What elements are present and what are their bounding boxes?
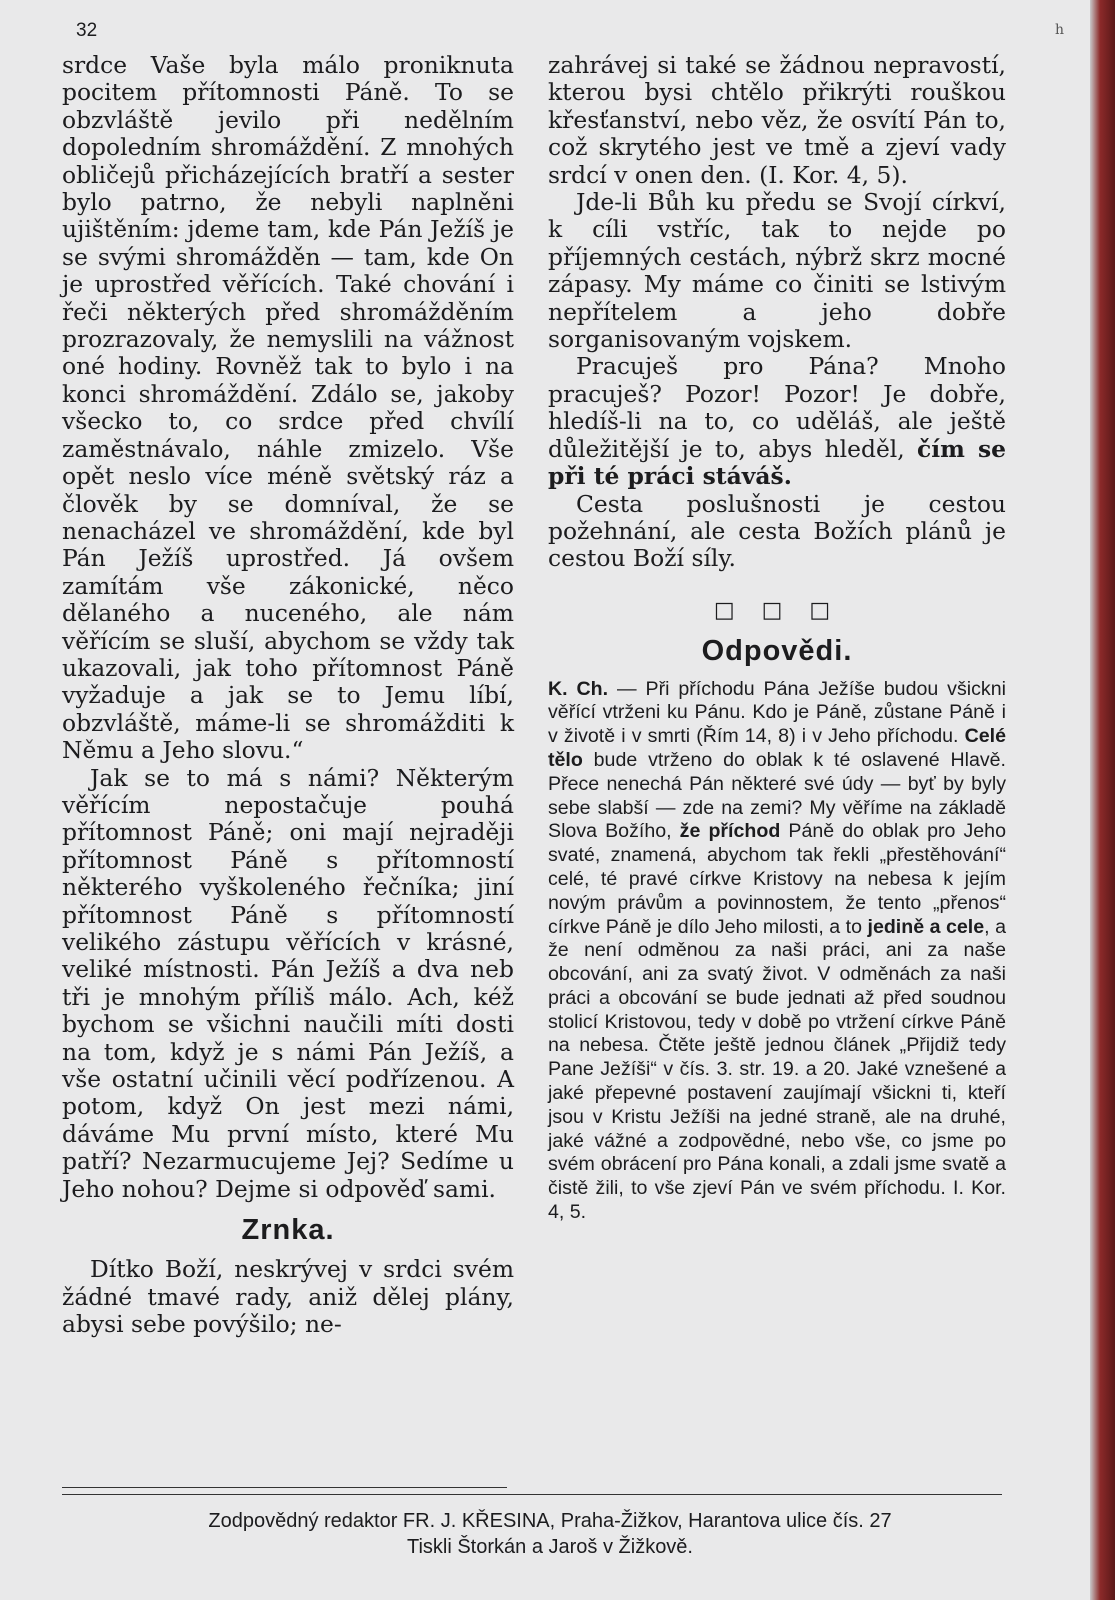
footer-divider-short — [62, 1487, 507, 1488]
answer-kch — [548, 678, 1006, 1225]
page-number: 32 — [76, 20, 98, 41]
answer-text-3: Páně do oblak pro Jeho svaté, znamená, abychom tak řekli „přestěhování“ celé, té pravé církve Kristovy na nebesa k jejím novým právům a povinnostem, že tento „přenos“ církve Páně je dílo Jeho milosti, a to — [548, 820, 1006, 938]
answer-bold-3: jedině a cele — [867, 915, 985, 938]
left-column — [62, 52, 514, 1339]
left-paragraph-1: srdce Vaše byla málo proniknuta pocitem přítomnosti Páně. To se obzvláště jevilo při nedělním dopoledním shromáždění. Z mnohých obličejů přicházejících bratří a sester bylo patrno, že nebyli naplněni ujištěním: jdeme tam, kde Pán Ježíš je se svými shromážděn — tam, kde On je uprostřed věřících. Také chování i řeči některých před shromážděním prozrazovaly, že nemyslili na vážnost oné hodiny. Rovněž tak to bylo i na konci shromáždění. Zdálo se, jakoby všecko to, co srdce před chvílí zaměstnávalo, náhle zmizelo. Vše opět neslo více méně světský ráz a člověk by se domníval, že se nenacházel ve shromáždění, kde byl Pán Ježíš uprostřed. Já ovšem zamítám vše zákonické, něco dělaného a nuceného, ale nám věřícím se sluší, abychom se vždy tak ukazovali, jak toho přítomnost Páně vyžaduje a jak se to Jemu líbí, obzvláště, máme-li se shromážditi k Němu a Jeho slovu.“ — [62, 51, 514, 765]
answer-bold-1: Celé tělo — [548, 725, 1006, 771]
footer-divider — [62, 1494, 1002, 1495]
answer-text-2: bude vtrženo do oblak k té oslavené Hlavě. Přece nenechá Pán některé své údy — byť by byly sebe slabší — zde na zemi? My věříme na základě Slova Božího, — [548, 748, 1006, 843]
section-title-zrnka: Zrnka. — [241, 1214, 335, 1247]
right-column — [548, 52, 1006, 1225]
section-title-odpovedi: Odpovědi. — [701, 635, 853, 668]
answer-text-4: , a že není odměnou za naši práci, ani za naše obcování, ani za svatý život. V odměnách za naši práci a obcování se bude jednati až před soudnou stolicí Kristovou, tedy v době po vtržení církve Páně na nebesa. Čtěte ještě jednou článek „Přijdiž tedy Pane Ježíši“ v čís. 3. str. 19. a 20. Jaké vznešené a jaké přepevné postavení zaujímají všickni ti, kteří jsou v Kristu Ježíši na jedné straně, ale na druhé, jaké vážné a zodpovědné, nebo vše, co jsme po svém obrácení pro Pána konali, a zdali jsme svatě a čistě žili, to vše zjeví Pán ve svém příchodu. I. Kor. 4, 5. — [548, 915, 1006, 1224]
right-paragraph-4: Cesta poslušnosti je cestou požehnání, ale cesta Božích plánů je cestou Boží síly. — [548, 489, 1006, 573]
answer-lead: K. Ch. — [548, 677, 609, 700]
right-paragraph-3 — [548, 353, 1006, 490]
right-continuation: zahrávej si také se žádnou nepravostí, kterou bysi chtělo přikrýti rouškou křesťanství, nebo věz, že osvítí Pán to, což skrytého jest ve tmě a zjeví vady srdcí v onen den. (I. Kor. 4, 5). — [548, 51, 1006, 189]
left-paragraph-2: Jak se to má s námi? Některým věřícím nepostačuje pouhá přítomnost Páně; oni mají nejraději přítomnost Páně s přítomností některého vyškoleného řečníka; jiní přítomnost Páně s přítomností velikého zástupu věřících v krásné, veliké místnosti. Pán Ježíš a dva neb tři je mnohým příliš málo. Ach, kéž bychom se všichni naučili míti dosti na tom, když je s námi Pán Ježíš, a vše ostatní učinili věcí podřízenou. A potom, když On jest mezi námi, dáváme Mu první místo, které Mu patří? Nezarmucujeme Jej? Sedíme u Jeho nohou? Dejme si odpověď sami. — [62, 763, 514, 1203]
imprint-footer — [100, 1508, 1000, 1560]
imprint-line-printer: Tiskli Štorkán a Jaroš v Žižkově. — [406, 1536, 693, 1558]
answer-bold-2: že příchod — [679, 820, 781, 843]
answer-text-1: — Při příchodu Pána Ježíše budou všickni věřící vtrženi ku Pánu. Kdo je Páně, zůstane Páně i v životě i v smrti (Řím 14, 8) i v Jeho příchodu. — [548, 677, 1006, 748]
ornament-squares: □ □ □ — [713, 597, 841, 623]
corner-mark: h — [1055, 22, 1065, 38]
answers-block — [548, 678, 1006, 1225]
book-edge — [1090, 0, 1115, 1600]
zrnka-text: Dítko Boží, neskrývej v srdci svém žádné tmavé rady, aniž dělej plány, abysi sebe povýšilo; ne- — [62, 1255, 514, 1339]
right-paragraph-3-bold: čím se při té práci stáváš. — [548, 434, 1007, 491]
right-paragraph-2: Jde-li Bůh ku předu se Svojí církví, k cíli vstříc, tak to nejde po příjemných cestách, nýbrž skrz mocné zápasy. My máme co činiti se lstivým nepřítelem a jeho dobře sorganisovaným vojskem. — [548, 188, 1006, 354]
imprint-line-editor: Zodpovědný redaktor FR. J. KŘESINA, Praha-Žižkov, Harantova ulice čís. 27 — [208, 1510, 892, 1532]
right-paragraph-3-text: Pracuješ pro Pána? Mnoho pracuješ? Pozor! Pozor! Je dobře, hledíš-li na to, co uděláš, ale ještě důležitější je to, abys hleděl, — [548, 352, 1006, 463]
